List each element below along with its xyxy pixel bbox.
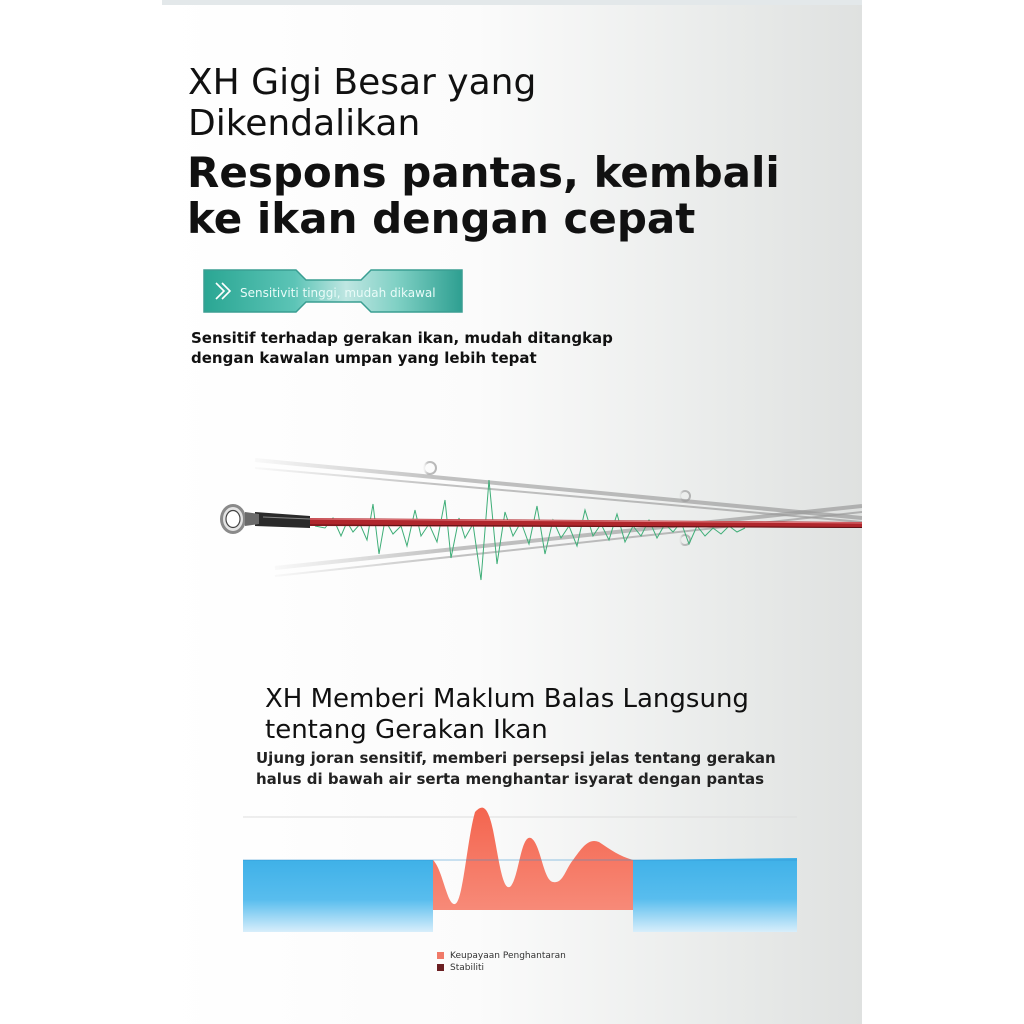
legend-item: Stabiliti	[437, 962, 566, 974]
legend-swatch-stability	[437, 964, 444, 971]
legend-swatch-transmission	[437, 952, 444, 959]
calm-region-left	[243, 860, 433, 932]
signal-response-chart	[243, 800, 797, 940]
chart-legend	[437, 950, 566, 974]
badge-label: Sensitiviti tinggi, mudah dikawal	[240, 286, 436, 300]
calm-region-right	[633, 858, 797, 932]
rod-tip-illustration	[215, 440, 862, 610]
product-title: XH Gigi Besar yang Dikendalikan	[188, 62, 537, 144]
legend-item: Keupayaan Penghantaran	[437, 950, 566, 962]
feedback-title: XH Memberi Maklum Balas Langsung tentang Gerakan Ikan	[265, 684, 749, 745]
headline: Respons pantas, kembali ke ikan dengan cepat	[187, 148, 780, 243]
tip-guide-ring-icon	[220, 504, 259, 534]
top-divider	[162, 0, 862, 5]
sensitivity-description: Sensitif terhadap gerakan ikan, mudah ditangkap dengan kawalan umpan yang lebih tepat	[191, 329, 613, 367]
signal-peaks	[433, 808, 633, 910]
ghost-rods	[255, 460, 862, 576]
feedback-description: Ujung joran sensitif, memberi persepsi jelas tentang gerakan halus di bawah air serta menghantar isyarat dengan pantas	[256, 749, 776, 788]
